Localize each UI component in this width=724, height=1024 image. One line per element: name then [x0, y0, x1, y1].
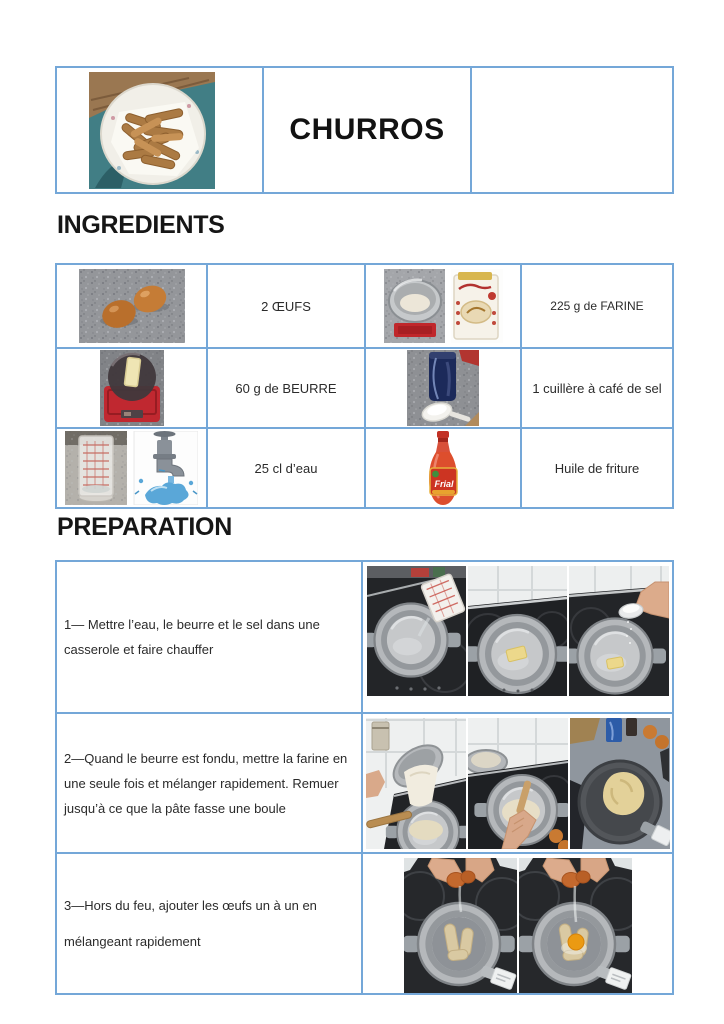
ingredients-heading: INGREDIENTS [57, 211, 225, 239]
ingredient-label: 25 cl d’eau [254, 460, 318, 476]
ingredient-photo-cell [57, 429, 206, 507]
preparation-heading: PREPARATION [57, 513, 232, 541]
ingredient-label-cell [208, 349, 364, 427]
title-cell [264, 68, 470, 192]
step-text-cell [57, 854, 361, 993]
salt-container-photo [407, 350, 479, 426]
ingredient-label-cell [208, 265, 364, 347]
ingredient-photo-cell [366, 429, 520, 507]
measuring-glass-and-tap-photo [65, 431, 198, 505]
ingredient-label-cell [522, 265, 672, 347]
pouring-flour-in-pot-photo [366, 718, 466, 849]
pouring-water-in-pot-photo [367, 566, 466, 696]
ingredient-photo-cell [366, 349, 520, 427]
preparation-table [55, 560, 674, 995]
tap-clipart [134, 431, 198, 505]
svg-text:Frial: Frial [434, 479, 454, 489]
step-text-cell [57, 562, 361, 712]
step-1-text: 1— Mettre l’eau, le beurre et le sel dans une casserole et faire chauffer [64, 617, 320, 657]
ingredient-label-cell [208, 429, 364, 507]
butter-in-pot-photo [468, 566, 567, 696]
ingredient-label-cell [522, 349, 672, 427]
step-3-photos-cell [363, 854, 672, 993]
flour-pack-and-scale-photo [384, 269, 503, 343]
step-text-cell [57, 714, 361, 852]
recipe-title: CHURROS [289, 113, 445, 146]
step-1-photos-cell [363, 562, 672, 712]
churros-on-plate-photo [89, 72, 215, 189]
stirring-dough-photo [468, 718, 568, 849]
egg-yolk-in-pot-photo [519, 858, 632, 993]
ingredient-photo-cell [57, 265, 206, 347]
cracking-egg-over-pot-photo [404, 858, 517, 993]
step-3-text: 3—Hors du feu, ajouter les œufs un à un en mélangeant rapidement [64, 897, 317, 949]
ingredient-photo-cell [57, 349, 206, 427]
ingredient-label: 2 ŒUFS [261, 298, 311, 314]
ingredient-label: 60 g de BEURRE [235, 380, 337, 396]
frying-oil-bottle-photo [418, 430, 468, 506]
ingredient-label: Huile de friture [554, 460, 640, 476]
ingredient-label: 225 g de FARINE [550, 299, 644, 313]
ingredients-table [55, 263, 674, 509]
title-table [55, 66, 674, 194]
eggs-photo [79, 269, 185, 343]
title-photo-cell [57, 68, 262, 192]
ingredient-label: 1 cuillère à café de sel [532, 380, 662, 396]
step-2-photos-cell [363, 714, 672, 852]
step-2-photo-strip [366, 718, 670, 849]
title-empty-cell [472, 68, 672, 192]
ingredient-label-cell [522, 429, 672, 507]
dough-ball-in-pot-photo [570, 718, 670, 849]
adding-salt-spoon-photo [569, 566, 669, 696]
step-2-text: 2—Quand le beurre est fondu, mettre la farine en une seule fois et mélanger rapidement. Remuer jusqu’à ce que la pâte fasse une boule [64, 750, 348, 816]
step-3-photo-strip [404, 858, 632, 993]
step-1-photo-strip [367, 566, 669, 696]
ingredient-photo-cell [366, 265, 520, 347]
butter-on-scale-photo [100, 350, 164, 426]
